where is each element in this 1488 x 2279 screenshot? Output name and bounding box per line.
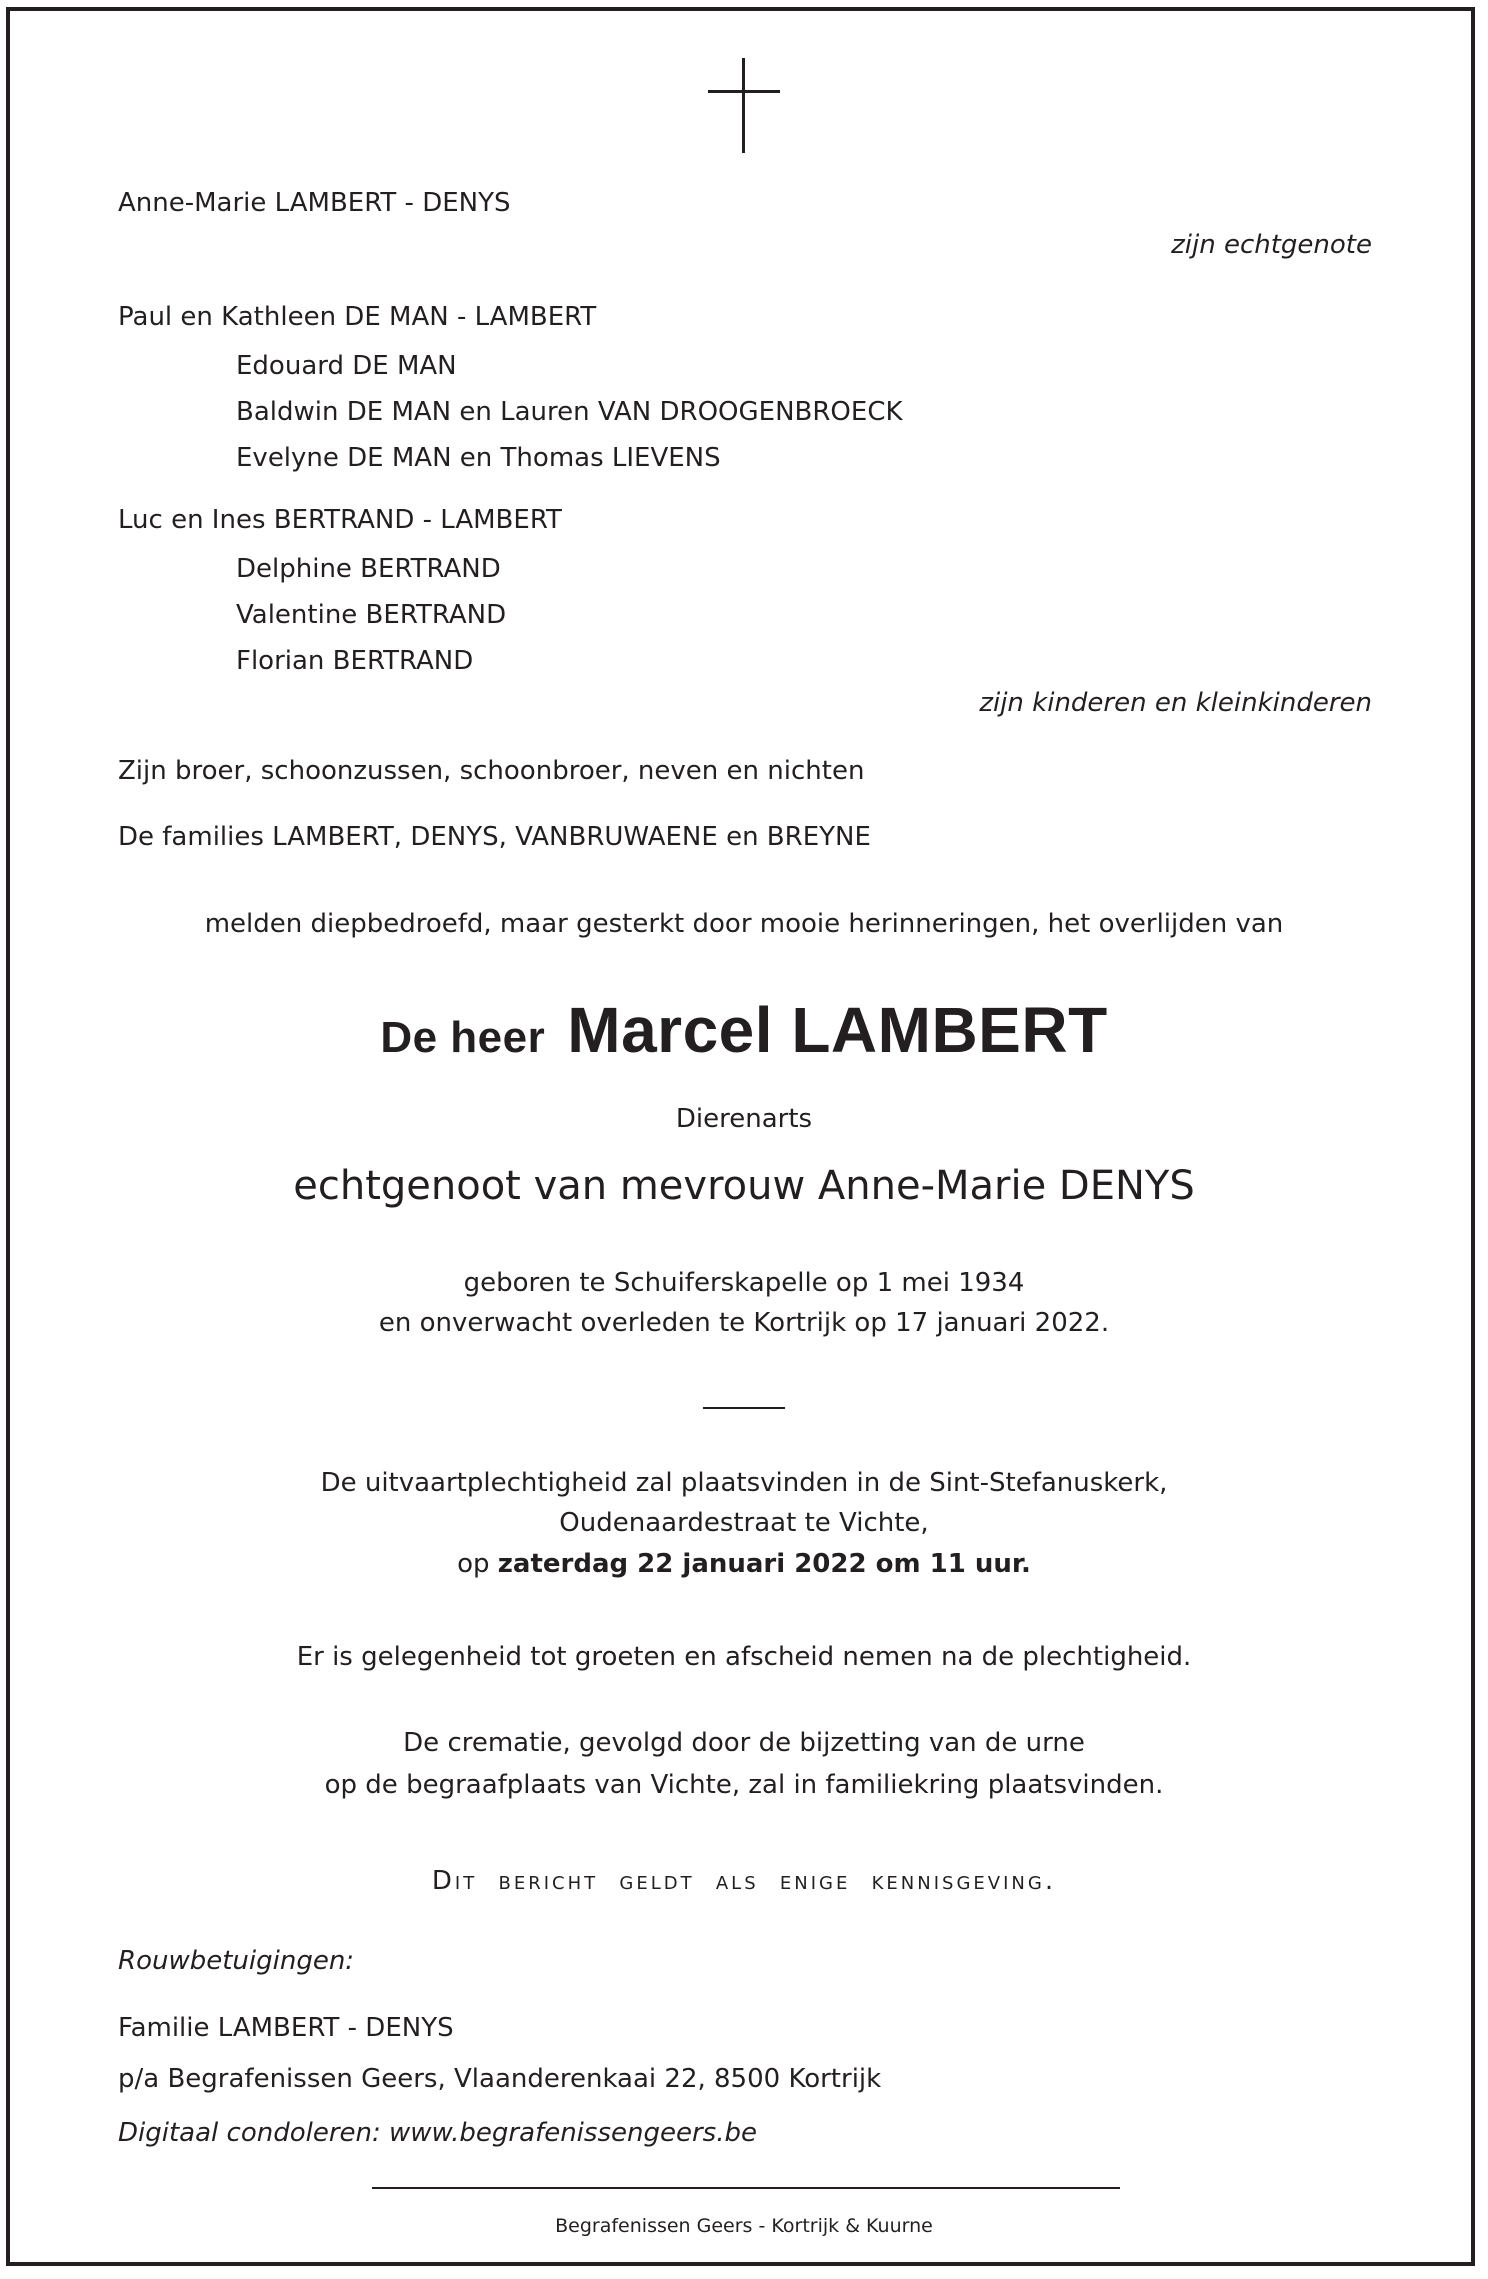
grandchild: Valentine BERTRAND — [236, 600, 507, 630]
child-1: Paul en Kathleen DE MAN - LAMBERT — [118, 302, 597, 332]
families: De families LAMBERT, DENYS, VANBRUWAENE en BREYNE — [118, 822, 871, 852]
ceremony-line-2: Oudenaardestraat te Vichte, — [559, 1508, 929, 1538]
spouse-role: zijn echtgenote — [1171, 230, 1372, 260]
deceased-prefix: De heer — [380, 1013, 546, 1062]
digital-condolence-link[interactable]: Digitaal condoleren: www.begrafenissengeers.be — [118, 2118, 757, 2148]
condolences-heading: Rouwbetuigingen: — [118, 1946, 355, 1976]
grandchild: Delphine BERTRAND — [236, 554, 501, 584]
cross-icon-bar — [708, 90, 780, 93]
died: en onverwacht overleden te Kortrijk op 17 januari 2022. — [378, 1308, 1110, 1338]
grandchild: Florian BERTRAND — [236, 646, 474, 676]
grandchild: Baldwin DE MAN en Lauren VAN DROOGENBROECK — [236, 397, 903, 427]
grandchild: Edouard DE MAN — [236, 351, 457, 381]
deceased-main-name: Marcel LAMBERT — [567, 994, 1108, 1066]
notice: Dit bericht geldt als enige kennisgeving. — [431, 1866, 1057, 1896]
children-role: zijn kinderen en kleinkinderen — [979, 688, 1372, 718]
cremation-line-2: op de begraafplaats van Vichte, zal in familiekring plaatsvinden. — [324, 1770, 1164, 1800]
ceremony-line-1: De uitvaartplechtigheid zal plaatsvinden in de Sint-Stefanuskerk, — [320, 1468, 1168, 1498]
footer-rule — [372, 2187, 1120, 2189]
child-2: Luc en Ines BERTRAND - LAMBERT — [118, 505, 562, 535]
greeting: Er is gelegenheid tot groeten en afscheid nemen na de plechtigheid. — [296, 1642, 1192, 1672]
ceremony-line-3 — [0, 1547, 1488, 1581]
ceremony-date: zaterdag 22 januari 2022 om 11 uur. — [497, 1549, 1031, 1579]
cross-icon — [742, 58, 745, 153]
ceremony-date-prefix: op — [457, 1549, 490, 1579]
deceased-name — [0, 990, 1488, 1083]
grandchild: Evelyne DE MAN en Thomas LIEVENS — [236, 443, 721, 473]
footer: Begrafenissen Geers - Kortrijk & Kuurne — [555, 2215, 933, 2237]
born: geboren te Schuiferskapelle op 1 mei 1934 — [463, 1268, 1025, 1298]
separator-dash — [703, 1407, 785, 1409]
spouse-of: echtgenoot van mevrouw Anne-Marie DENYS — [293, 1163, 1195, 1209]
cremation-line-1: De crematie, gevolgd door de bijzetting van de urne — [403, 1728, 1085, 1758]
siblings: Zijn broer, schoonzussen, schoonbroer, neven en nichten — [118, 756, 865, 786]
condolences-address-2: p/a Begrafenissen Geers, Vlaanderenkaai 22, 8500 Kortrijk — [118, 2064, 882, 2094]
page-border — [6, 7, 1475, 2266]
condolences-address-1: Familie LAMBERT - DENYS — [118, 2013, 454, 2043]
announcement: melden diepbedroefd, maar gesterkt door mooie herinneringen, het overlijden van — [204, 909, 1284, 939]
profession: Dierenarts — [675, 1104, 813, 1134]
spouse-name: Anne-Marie LAMBERT - DENYS — [118, 188, 511, 218]
